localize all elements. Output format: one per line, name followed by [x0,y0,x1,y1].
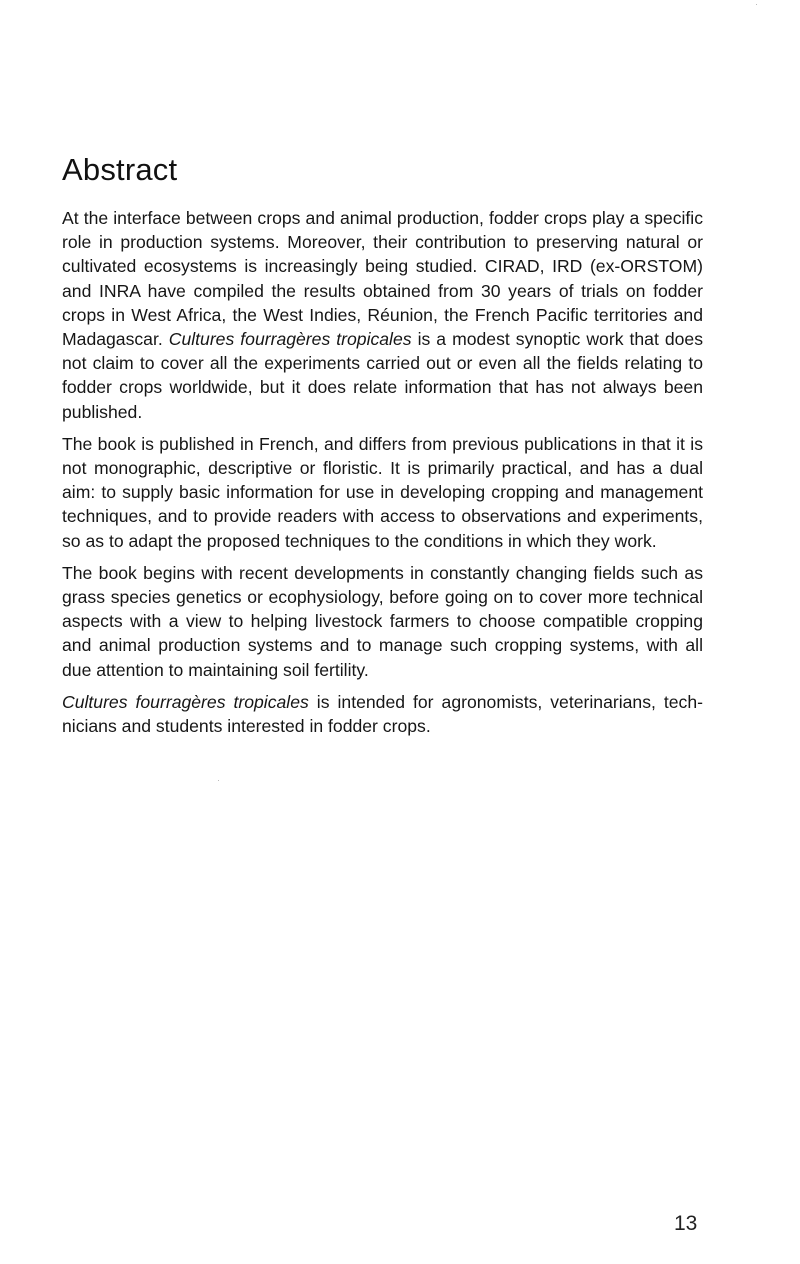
paragraph-4-text: is intended for agronomists, veterinarians, technicians and students interested in fodder crops. [62,691,703,737]
scan-speck [756,4,757,5]
paragraph-2-text: The book is published in French, and differs from previous publications in that it is not monographic, descriptive or floristic. It is primarily practical, and has a dual aim: to supply basic information for use in developing cropping and management techniques, and to provide readers with access to observations and experiments, so as to adapt the proposed techniques to the conditions in which they work. [62,433,703,551]
document-page [62,148,703,746]
book-title-italic: Cultures fourragères tropicales [168,329,412,350]
paragraph-4 [62,690,703,738]
paragraph-1 [62,206,703,424]
paragraph-3-text: The book begins with recent developments in constantly changing fields such as grass species genetics or ecophysiology, before going on to cover more technical aspects with a view to helping livestock farmers to choose compatible cropping and animal production systems and to manage such cropping systems, with all due attention to maintaining soil fertility. [62,562,703,680]
page-number: 13 [674,1212,698,1235]
section-heading: Abstract [62,152,178,187]
book-title-italic: Cultures fourragères tropicales [62,691,309,712]
paragraph-3 [62,561,703,682]
paragraph-1-text-b: is a modest synoptic work that does not claim to cover all the experiments carried out or even all the fields relating to fodder crops worldwide, but it does relate information that has not always been published. [62,329,704,422]
paragraph-2 [62,432,703,553]
paragraph-1-text-a: At the interface between crops and animal production, fodder crops play a specific role in production systems. Moreover, their contribution to preserving natural or cultivated ecosystems is increasingly being studied. CIRAD, IRD (ex-ORSTOM) and INRA have compiled the results obtained from 30 years of trials on fodder crops in West Africa, the West Indies, Réunion, the French Pacific territories and Madagascar. [62,208,703,350]
scan-speck [218,780,219,781]
